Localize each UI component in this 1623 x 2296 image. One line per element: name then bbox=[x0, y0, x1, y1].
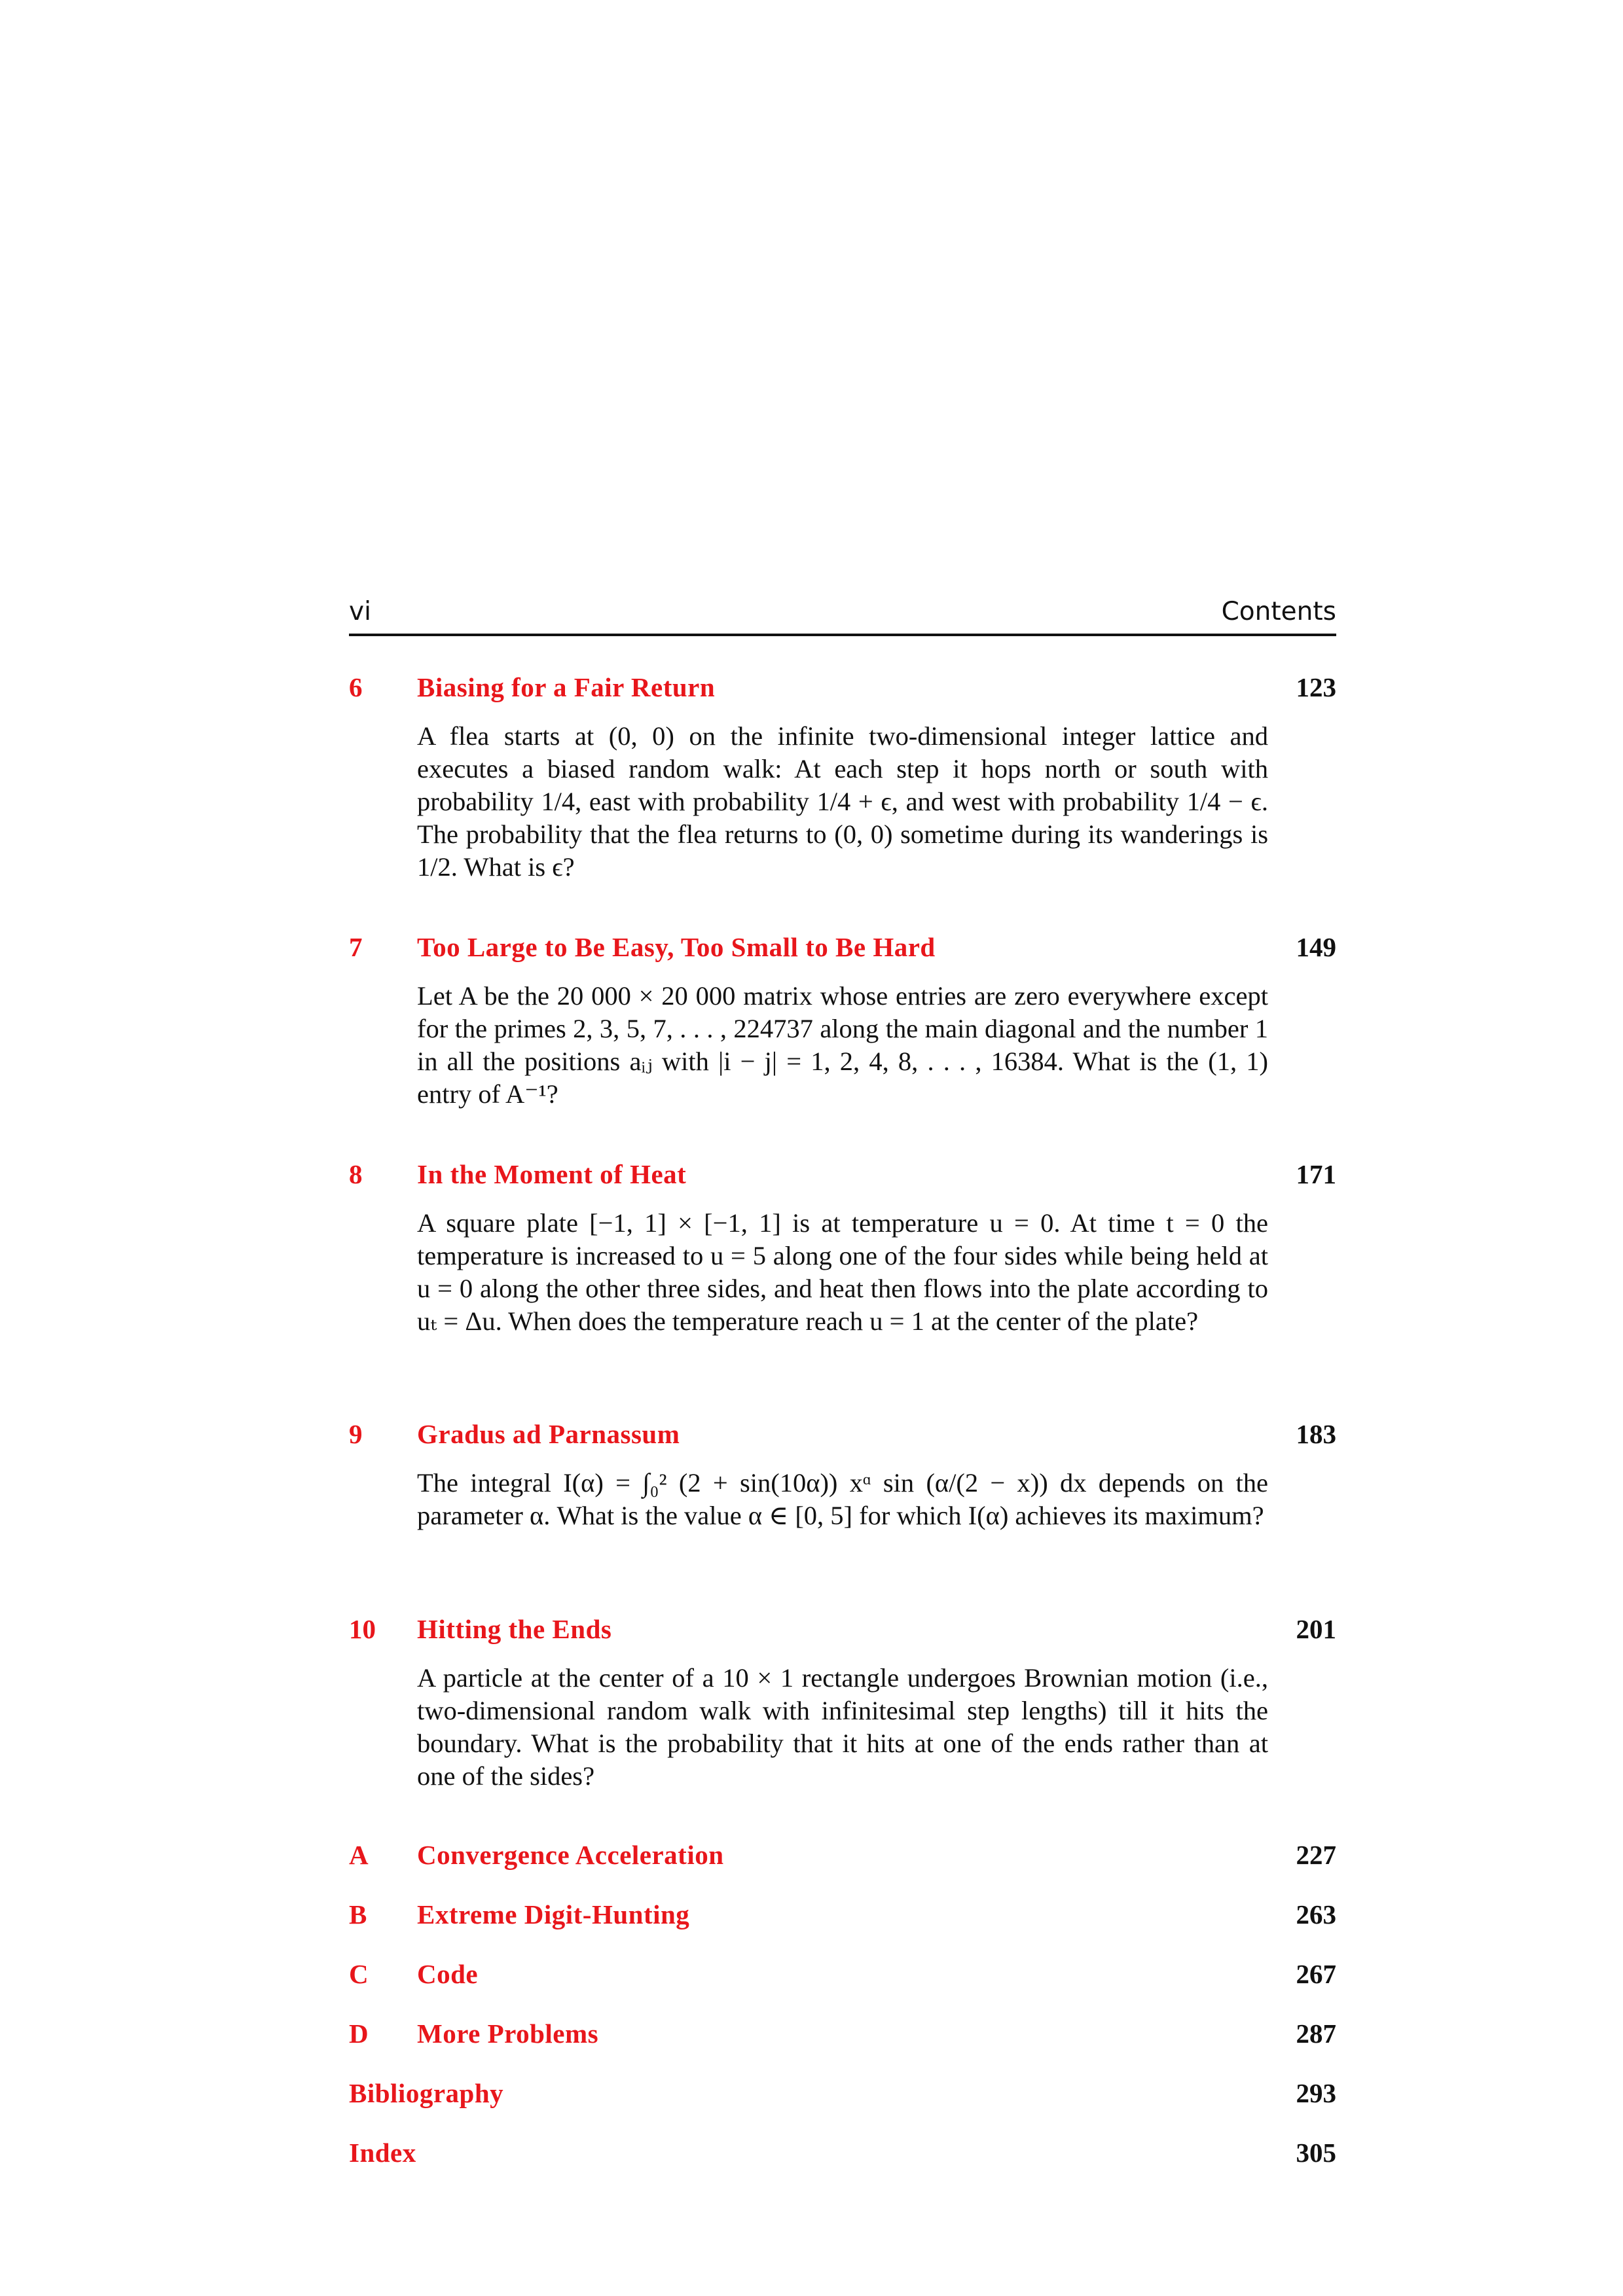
toc-entry-appendix-a[interactable] bbox=[349, 1839, 1336, 1878]
toc-entry-appendix-b[interactable] bbox=[349, 1899, 1336, 1938]
toc-entry-bibliography[interactable] bbox=[349, 2077, 1336, 2117]
chapter-description: Let A be the 20 000 × 20 000 matrix whose entries are zero everywhere except for the primes 2, 3, 5, 7, . . . , 224737 along the main diagonal and the number 1 in all the positions aᵢⱼ with |i − j| = 1, 2, 4, 8, . . . , 16384. What is the (1, 1) entry of A⁻¹? bbox=[417, 981, 1268, 1109]
chapter-description: The integral I(α) = ∫₀² (2 + sin(10α)) xᵅ sin (α/(2 − x)) dx depends on the parameter α. What is the value α ∈ [0, 5] for which I(α) achieves its maximum? bbox=[417, 1468, 1268, 1530]
appendix-letter[interactable]: C bbox=[349, 1959, 369, 1989]
chapter-description: A square plate [−1, 1] × [−1, 1] is at temperature u = 0. At time t = 0 the temperature is increased to u = 5 along one of the four sides while being held at u = 0 along the other three sides, and heat then flows into the plate according to uₜ = Δu. When does the temperature reach u = 1 at the center of the plate? bbox=[417, 1208, 1268, 1336]
toc-entry-appendix-c[interactable] bbox=[349, 1958, 1336, 1998]
appendix-title-link[interactable]: Convergence Acceleration bbox=[417, 1840, 724, 1870]
page-number: 287 bbox=[1296, 2018, 1336, 2049]
appendix-letter[interactable]: D bbox=[349, 2018, 369, 2049]
toc-entry-appendix-d[interactable] bbox=[349, 2018, 1336, 2057]
chapter-title-link[interactable]: Too Large to Be Easy, Too Small to Be Hard bbox=[417, 932, 936, 962]
toc-entry-chapter-10[interactable] bbox=[349, 1613, 1336, 1653]
chapter-number[interactable]: 10 bbox=[349, 1614, 376, 1644]
chapter-description: A particle at the center of a 10 × 1 rectangle undergoes Brownian motion (i.e., two-dimensional random walk with infinitesimal step lengths) till it hits the boundary. What is the probability that it hits at one of the ends rather than at one of the sides? bbox=[417, 1663, 1268, 1791]
chapter-title-link[interactable]: Biasing for a Fair Return bbox=[417, 672, 716, 702]
page-number: 263 bbox=[1296, 1899, 1336, 1929]
page-number: 123 bbox=[1296, 672, 1336, 702]
appendix-title-link[interactable]: Code bbox=[417, 1959, 479, 1989]
chapter-number[interactable]: 8 bbox=[349, 1159, 363, 1189]
appendix-letter[interactable]: A bbox=[349, 1840, 369, 1870]
page-number-roman: vi bbox=[349, 597, 371, 626]
running-head-title: Contents bbox=[1221, 597, 1336, 626]
page-number: 171 bbox=[1296, 1159, 1336, 1189]
bibliography-link[interactable]: Bibliography bbox=[349, 2078, 504, 2108]
toc-entry-index[interactable] bbox=[349, 2137, 1336, 2176]
chapter-number[interactable]: 9 bbox=[349, 1419, 363, 1449]
toc-entry-chapter-7[interactable] bbox=[349, 931, 1336, 971]
toc-entry-chapter-6[interactable] bbox=[349, 672, 1336, 711]
chapter-title-link[interactable]: Gradus ad Parnassum bbox=[417, 1419, 680, 1449]
header-rule bbox=[349, 634, 1336, 636]
appendix-title-link[interactable]: Extreme Digit-Hunting bbox=[417, 1899, 690, 1929]
page-number: 293 bbox=[1296, 2078, 1336, 2108]
running-head bbox=[349, 597, 1336, 634]
toc-entry-chapter-8[interactable] bbox=[349, 1158, 1336, 1198]
chapter-number[interactable]: 7 bbox=[349, 932, 363, 962]
page-number: 305 bbox=[1296, 2138, 1336, 2168]
chapter-title-link[interactable]: Hitting the Ends bbox=[417, 1614, 612, 1644]
page-number: 227 bbox=[1296, 1840, 1336, 1870]
chapter-number[interactable]: 6 bbox=[349, 672, 363, 702]
page-number: 149 bbox=[1296, 932, 1336, 962]
appendix-letter[interactable]: B bbox=[349, 1899, 367, 1929]
index-link[interactable]: Index bbox=[349, 2138, 416, 2168]
appendix-title-link[interactable]: More Problems bbox=[417, 2018, 599, 2049]
page-number: 183 bbox=[1296, 1419, 1336, 1449]
chapter-description: A flea starts at (0, 0) on the infinite two-dimensional integer lattice and executes a biased random walk: At each step it hops north or south with probability 1/4, east with probability 1/4 + ϵ, and west with probability 1/4 − ϵ. The probability that the flea returns to (0, 0) sometime during its wanderings is 1/2. What is ϵ? bbox=[417, 721, 1268, 882]
toc-entry-chapter-9[interactable] bbox=[349, 1418, 1336, 1458]
page-number: 267 bbox=[1296, 1959, 1336, 1989]
chapter-title-link[interactable]: In the Moment of Heat bbox=[417, 1159, 687, 1189]
page-number: 201 bbox=[1296, 1614, 1336, 1644]
